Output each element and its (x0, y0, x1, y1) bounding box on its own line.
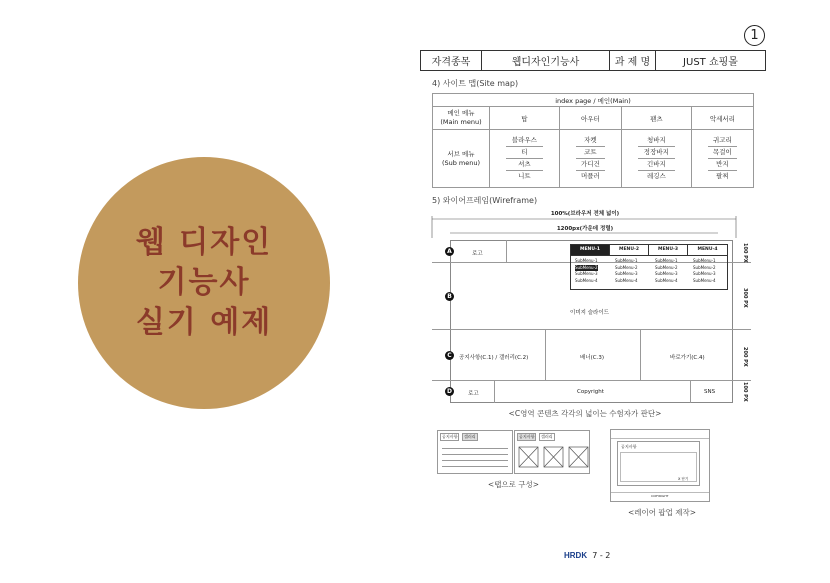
header-value-2: JUST 쇼핑몰 (656, 51, 766, 71)
wire-divider (494, 380, 495, 403)
popup-close[interactable]: X 닫기 (678, 477, 689, 481)
circle-line-2: 기능사 (157, 265, 251, 300)
px-label: 300 PX (742, 288, 748, 308)
header-label-2: 과 제 명 (610, 51, 656, 71)
c3-label: 배너(C.3) (580, 355, 605, 361)
tab-label: 공지사항 (519, 434, 535, 439)
menu-block (570, 244, 728, 290)
popup-title: 공지사항 (621, 444, 637, 449)
sitemap-item: 긴바지 (638, 159, 675, 171)
header-table (420, 50, 766, 71)
wire-divider (690, 380, 691, 403)
wire-divider (545, 329, 546, 380)
menu-line (571, 255, 727, 256)
sitemap-item: 티 (506, 147, 543, 159)
sitemap-index: index page / 메인(Main) (433, 94, 754, 107)
page-footer (564, 551, 610, 560)
wire-divider (432, 380, 751, 381)
tab-label: 갤러리 (464, 434, 476, 439)
sitemap-heading: 4) 사이트 맵(Site map) (432, 79, 519, 88)
copyright: Copyright (577, 389, 604, 395)
sitemap-item: 팔찌 (716, 172, 729, 180)
logo: 로고 (472, 251, 483, 257)
popup-copyright: COPYRIGHT (651, 494, 669, 498)
sitemap-item: 머플러 (580, 172, 600, 180)
sitemap-col (559, 130, 621, 188)
c1-label: 공지사항(C.1) / 갤러리(C.2) (459, 355, 529, 361)
sitemap-item: 목걸이 (708, 147, 737, 159)
menu-2: MENU-2 (610, 245, 649, 255)
sitemap-table (432, 93, 754, 188)
sitemap-item: 블라우스 (506, 135, 543, 147)
image-slide: 이미지 슬라이드 (570, 310, 609, 316)
circle-line-1: 웹 디자인 (135, 225, 273, 260)
title-circle (78, 157, 330, 409)
wire-divider (432, 329, 751, 330)
sitemap-item: 자켓 (576, 135, 605, 147)
sitemap-col (490, 130, 560, 188)
wireframe-heading: 5) 와이어프레임(Wireframe) (432, 196, 538, 205)
brand-logo: HRDK (564, 551, 588, 560)
sitemap-item: 청바지 (638, 135, 675, 147)
header-value-1: 웹디자인기능사 (482, 51, 610, 71)
popup-caption: <레이어 팝업 제작> (627, 508, 697, 517)
sitemap-item: 가디건 (576, 159, 605, 171)
submenu-col: SubMenu-1 SubMenu-2 SubMenu-3 SubMenu-4 (655, 258, 678, 283)
header-label-1: 자격종목 (421, 51, 482, 71)
sitemap-item: 레깅스 (646, 172, 666, 180)
c4-label: 바로가기(C.4) (670, 355, 705, 361)
px-label: 100 PX (742, 243, 748, 263)
footer-logo: 로고 (468, 391, 479, 397)
badge-c: C (445, 351, 454, 360)
tab-label: 갤러리 (541, 434, 553, 439)
sitemap-main-label: 메인 메뉴 (Main menu) (433, 107, 490, 130)
sitemap-col-title: 팬츠 (621, 107, 691, 130)
badge-a: A (445, 247, 454, 256)
menu-3: MENU-3 (649, 245, 688, 255)
sitemap-item: 정장바지 (638, 147, 675, 159)
wireframe-caption: <C영역 콘텐츠 각각의 넓이는 수험자가 판단> (508, 409, 662, 418)
sitemap-item: 코트 (576, 147, 605, 159)
wireframe (447, 240, 733, 403)
popup-window (617, 441, 700, 486)
badge-d: D (445, 387, 454, 396)
tab-label: 공지사항 (442, 434, 458, 439)
submenu-col: SubMenu-1 SubMenu-2 SubMenu-3 SubMenu-4 (693, 258, 716, 283)
sitemap-item: 귀고리 (708, 135, 737, 147)
submenu-col: SubMenu-1 SubMenu-2 SubMenu-3 SubMenu-4 (615, 258, 638, 283)
sitemap-item: 니트 (518, 172, 531, 180)
menu-4: MENU-4 (697, 247, 718, 252)
footer-page: 7 - 2 (592, 551, 611, 560)
sitemap-item: 셔츠 (506, 159, 543, 171)
sitemap-col (621, 130, 691, 188)
circle-line-3: 실기 예제 (135, 305, 273, 340)
page-number: 1 (744, 25, 765, 46)
wire-divider (640, 329, 641, 380)
px-label: 200 PX (742, 347, 748, 367)
popup-mock (610, 429, 710, 502)
px-label: 100 PX (742, 382, 748, 402)
submenu-col: SubMenu-1 SubMenu-2 SubMenu-3 SubMenu-4 (575, 258, 598, 283)
width-full-label: 100%(브라우저 전체 넓이) (550, 211, 620, 217)
sitemap-col (691, 130, 753, 188)
menu-1: MENU-1 (571, 245, 610, 255)
badge-b: B (445, 292, 454, 301)
width-center-label: 1200px(가운데 정렬) (556, 226, 614, 232)
tab-mock-1 (437, 430, 513, 474)
tab-mock-2 (514, 430, 590, 474)
gallery-thumbs (518, 445, 590, 469)
tab-caption: <탭으로 구성> (487, 480, 540, 489)
sitemap-item: 반지 (708, 159, 737, 171)
sitemap-sub-label: 서브 메뉴 (Sub menu) (433, 130, 490, 188)
sns: SNS (704, 389, 716, 395)
sitemap-col-title: 악세서리 (691, 107, 753, 130)
sitemap-col-title: 아우터 (559, 107, 621, 130)
wire-divider (506, 240, 507, 262)
sitemap-col-title: 탑 (490, 107, 560, 130)
